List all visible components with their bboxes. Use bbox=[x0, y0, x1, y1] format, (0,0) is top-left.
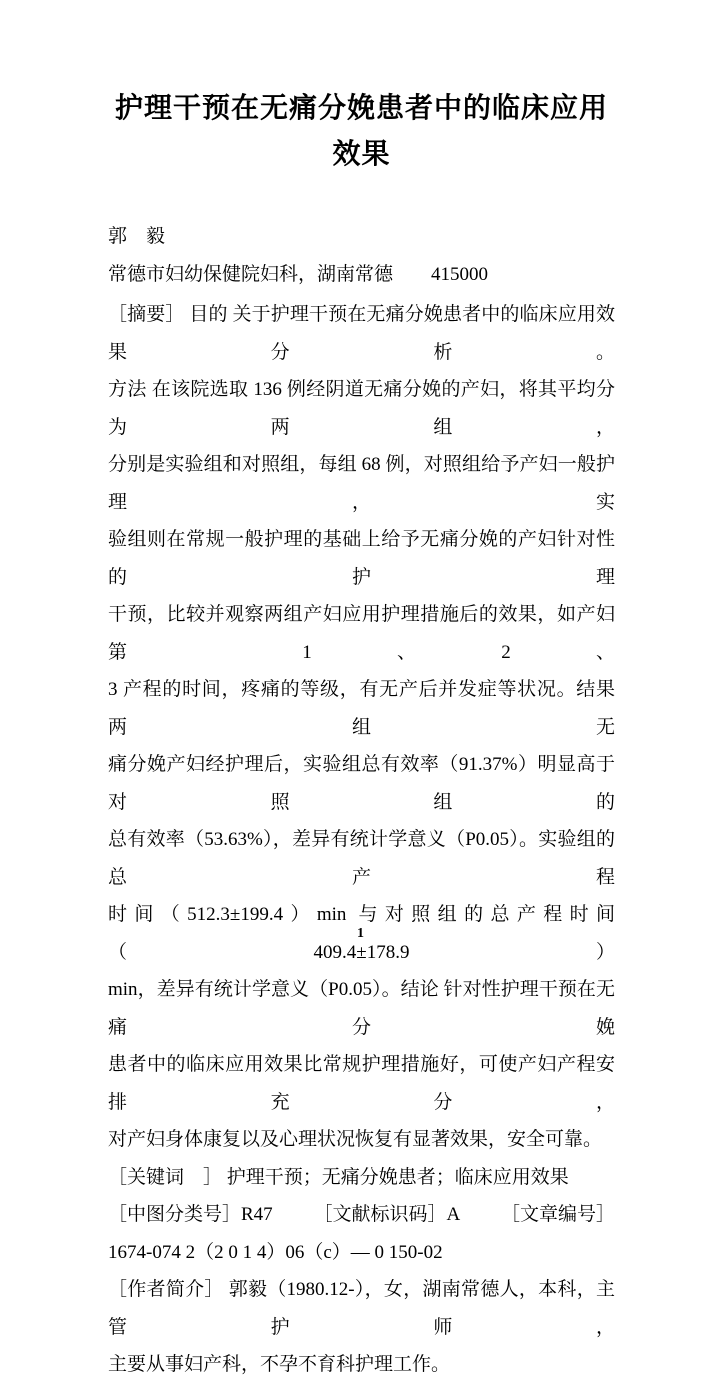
document-title: 护理干预在无痛分娩患者中的临床应用效果 bbox=[114, 93, 608, 170]
abstract-line: 分别是实验组和对照组，每组 68 例，对照组给予产妇一般护理，实 bbox=[108, 454, 615, 513]
abstract-line: min，差异有统计学意义（P0.05）。结论 针对性护理干预在无痛分娩 bbox=[108, 979, 615, 1038]
abstract-line: 总有效率（53.63%），差异有统计学意义（P0.05）。实验组的总产程 bbox=[108, 829, 615, 888]
abstract-line: ［摘要］ 目的 关于护理干预在无痛分娩患者中的临床应用效果分析。 bbox=[108, 304, 615, 363]
abstract-line: 干预，比较并观察两组产妇应用护理措施后的效果，如产妇第 1、2、 bbox=[108, 604, 615, 663]
abstract-line: 对产妇身体康复以及心理状况恢复有显著效果，安全可靠。 bbox=[108, 1129, 603, 1150]
author-affiliation: 常德市妇幼保健院妇科，湖南常德 415000 bbox=[108, 263, 489, 285]
abstract-line: 3 产程的时间，疼痛的等级，有无产后并发症等状况。结果 两组无 bbox=[108, 679, 620, 738]
abstract-line: 患者中的临床应用效果比常规护理措施好，可使产妇产程安排充分， bbox=[108, 1054, 615, 1113]
article-id-label: ［文章编号］ bbox=[500, 1204, 615, 1225]
abstract-section bbox=[108, 296, 620, 1159]
abstract-line: 时间（512.3±199.4）min 与对照组的总产程时间（409.4±178.9） bbox=[108, 904, 615, 963]
article-number: 1674-074 2（2 0 1 4）06（c）— 0 150-02 bbox=[108, 1241, 443, 1263]
keywords-line: ［关键词 ］ 护理干预；无痛分娩患者；临床应用效果 bbox=[108, 1166, 569, 1188]
classification-row bbox=[108, 1196, 615, 1234]
clc-number: ［中图分类号］R47 bbox=[108, 1204, 273, 1225]
abstract-line: 验组则在常规一般护理的基础上给予无痛分娩的产妇针对性的护理 bbox=[108, 529, 615, 588]
document-code: ［文献标识码］A bbox=[313, 1204, 461, 1225]
abstract-line: 方法 在该院选取 136 例经阴道无痛分娩的产妇，将其平均分为两组， bbox=[108, 379, 615, 438]
abstract-line: 痛分娩产妇经护理后，实验组总有效率（91.37%）明显高于对照组的 bbox=[108, 754, 615, 813]
author-name: 郭 毅 bbox=[108, 226, 166, 247]
author-bio-line: ［作者简介］ 郭毅（1980.12-），女，湖南常德人，本科，主管护师， bbox=[108, 1279, 615, 1338]
author-bio-line: 主要从事妇产科，不孕不育科护理工作。 bbox=[108, 1354, 451, 1375]
page-number: 1 bbox=[357, 926, 364, 941]
